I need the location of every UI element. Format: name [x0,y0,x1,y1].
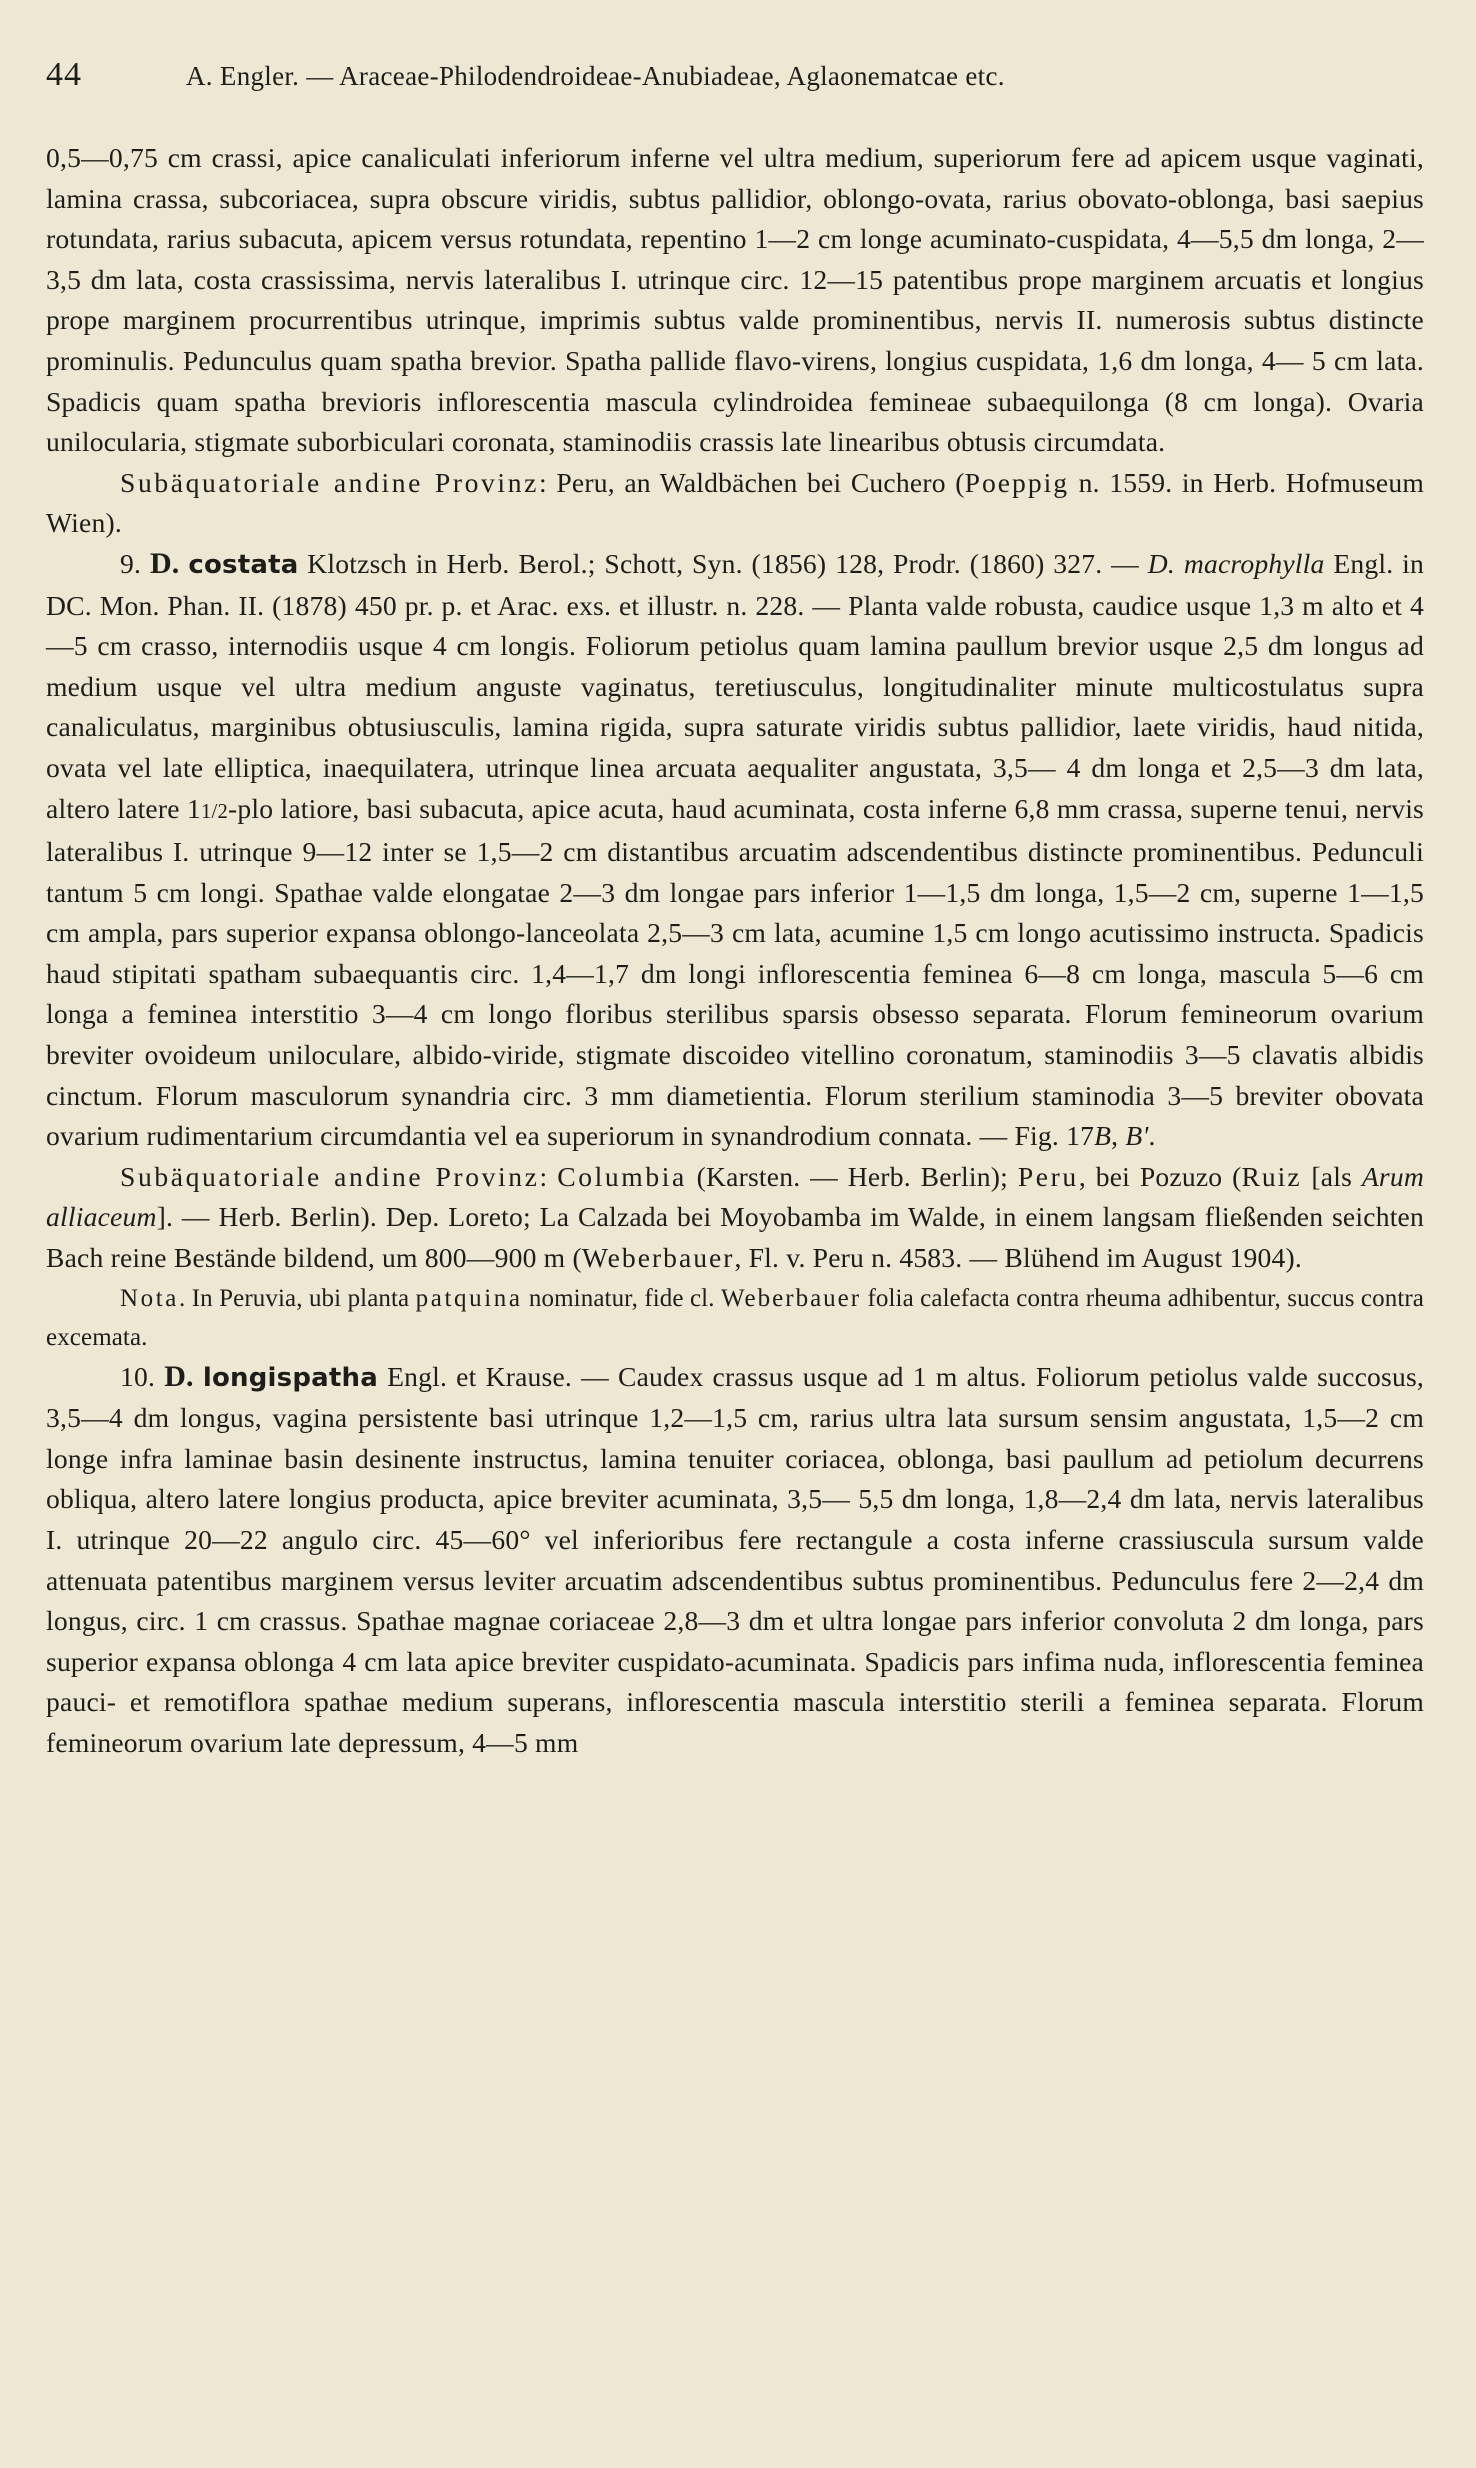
paragraph-text: , [1111,1120,1126,1152]
collector-name: Weberbauer [581,1242,735,1274]
paragraph-text: Engl. in DC. Mon. Phan. II. (1878) 450 pr. p. et Arac. exs. et illustr. n. 228. — Planta valde robusta, caudice usque 1,3 m alto et 4—5 cm crasso, internodiis usque 4 cm longis. Foliorum petiolus quam lamina paullum brevior usque 2,5 dm longus ad medium usque vel ultra medium anguste vaginatus, teretiusculus, longitudinaliter minute multicostulatus supra canaliculatus, marginibus obtusiusculis, lamina rigida, supra saturate viridis subtus pallidior, laete viridis, haud nitida, ovata vel late elliptica, inaequilatera, utrinque linea arcuata aequaliter angustata, 3,5— 4 dm longa et 2,5—3 dm lata, altero latere 1 [46,547,1425,824]
collector-name: Weberbauer [720,1284,862,1312]
nota-label: Nota [120,1284,179,1312]
paragraph-text: . [1148,1120,1156,1152]
fraction: 1/2 [200,800,228,823]
synonym-name: D. macrophylla [1147,547,1325,579]
species-entry-costata [46,544,1424,1157]
paragraph-text: , bei Pozuzo ( [1078,1160,1242,1192]
paragraph-text: nominatur, fide cl. [522,1284,721,1312]
country-name: Peru [1017,1160,1079,1192]
paragraph-text: , Fl. v. Peru n. 4583. — Blühend im August 1904). [734,1242,1302,1274]
running-head [46,56,1424,116]
collector-name: Poeppig [964,466,1070,498]
paragraph-text: [als [1301,1160,1362,1192]
figure-ref-b-prime: B' [1125,1120,1149,1152]
collector-name: Ruiz [1241,1160,1302,1192]
paragraph-text: n. 1559. in Herb. Hofmuseum Wien). [46,466,1424,539]
genus-abbrev: D. [149,546,180,580]
nota-paragraph [46,1279,1424,1357]
paragraph-text: (Karsten. — Herb. Berlin); [686,1160,1018,1192]
species-epithet: costata [188,549,299,580]
body-text [46,138,1424,1764]
page-number: 44 [46,56,82,93]
figure-ref-b: B [1094,1120,1112,1152]
paragraph-distribution-d-costata [46,1157,1424,1279]
vernacular-name: patquina [415,1284,523,1312]
species-epithet: longispatha [202,1362,378,1393]
paragraph-text: Klotzsch in Herb. Berol.; Schott, Syn. (1856) 128, Prodr. (1860) 327. — [298,547,1148,579]
genus-abbrev: D. [164,1359,194,1393]
synonym-name: Arum alliaceum [46,1160,1424,1233]
species-number: 9. [120,547,142,579]
country-name: Columbia [557,1160,687,1192]
paragraph-text: . In Peruvia, ubi planta [179,1284,416,1312]
species-number: 10. [120,1360,156,1392]
region-name: Subäquatoriale andine Provinz [120,466,539,498]
species-entry-longispatha [46,1357,1424,1764]
region-name: Subäquatoriale andine Provinz [120,1160,540,1192]
paragraph-text: 0,5—0,75 cm crassi, apice canaliculati inferiorum inferne vel ultra medium, superiorum fere ad apicem usque vaginati, lamina crassa, subcoriacea, supra obscure viridis, subtus pallidior, oblongo-ovata, rarius obovato-oblonga, basi saepius rotundata, rarius subacuta, apicem versus rotundata, repentino 1—2 cm longe acuminato-cuspidata, 4—5,5 dm longa, 2—3,5 dm lata, costa crassissima, nervis lateralibus I. utrinque circ. 12—15 patentibus prope marginem arcuatis et longius prope marginem procurrentibus utrinque, imprimis subtus valde prominentibus, nervis II. numerosis subtus distincte prominulis. Pedunculus quam spatha brevior. Spatha pallide flavo-virens, longius cuspidata, 1,6 dm longa, 4— 5 cm lata. Spadicis quam spatha brevioris inflorescentia mascula cylindroidea femineae subaequilonga (8 cm longa). Ovaria unilocularia, stigmate suborbiculari coronata, staminodiis crassis late linearibus obtusis circumdata. [46,142,1424,458]
paragraph-continued-description [46,138,1424,463]
paragraph-text: -plo latiore, basi subacuta, apice acuta, haud acuminata, costa inferne 6,8 mm crassa, superne tenui, nervis lateralibus I. utrinque 9—12 inter se 1,5—2 cm distantibus arcuatim adscendentibus distincte prominentibus. Pedunculi tantum 5 cm longi. Spathae valde elongatae 2—3 dm longae pars inferior 1—1,5 dm longa, 1,5—2 cm, superne 1—1,5 cm ampla, pars superior expansa oblongo-lanceolata 2,5—3 cm lata, acumine 1,5 cm longo acutissimo instructa. Spadicis haud stipitati spatham subaequantis circ. 1,4—1,7 dm longi inflorescentia feminea 6—8 cm longa, mascula 5—6 cm longa a feminea interstitio 3—4 cm longo floribus sterilibus sparsis obsesso separata. Florum femineorum ovarium breviter ovoideum uniloculare, albido-viride, stigmate discoideo vitellino coronatum, staminodiis 3—5 clavatis albidis cinctum. Florum masculorum synandria circ. 3 mm diametientia. Florum sterilium staminodia 3—5 breviter obovata ovarium rudimentarium circumdantia vel ea superiorum in synandrodium connata. — Fig. 17 [46,792,1424,1152]
paragraph-distribution-d-caudata [46,463,1424,544]
paragraph-text: ]. — Herb. Berlin). Dep. Loreto; La Calzada bei Moyobamba im Walde, in einem langsam fließenden seichten Bach reine Bestände bildend, um 800—900 m ( [46,1201,1424,1274]
paragraph-text: : Peru, an Waldbächen bei Cuchero ( [538,466,965,498]
paragraph-text: Engl. et Krause. — Caudex crassus usque ad 1 m altus. Foliorum petiolus valde succosus, 3,5—4 dm longus, vagina persistente basi utrinque 1,2—1,5 cm, rarius ultra lata sursum sensim angustata, 1,5—2 cm longe infra laminae basin desinente instructus, lamina tenuiter coriacea, oblonga, basi paullum ad petiolum decurrens obliqua, altero latere longius producta, apice breviter acuminata, 3,5— 5,5 dm longa, 1,8—2,4 dm lata, nervis lateralibus I. utrinque 20—22 angulo circ. 45—60° vel inferioribus fere rectangule a costa inferne crassiuscula sursum valde attenuata patentibus marginem versus leviter arcuatim adscendentibus subtus prominentibus. Pedunculus fere 2—2,4 dm longus, circ. 1 cm crassus. Spathae magnae coriaceae 2,8—3 dm et ultra longae pars inferior convoluta 2 dm longa, pars superior expansa oblonga 4 cm lata apice breviter cuspidato-acuminata. Spadicis pars infima nuda, inflorescentia feminea pauci- et remotiflora spathae medium superans, inflorescentia mascula interstitio sterili a feminea separata. Florum femineorum ovarium late depressum, 4—5 mm [46,1360,1424,1758]
paragraph-text: : [539,1160,558,1192]
paragraph-text: folia calefacta contra rheuma adhibentur, succus contra excemata. [46,1284,1424,1351]
running-title: A. Engler. — Araceae-Philodendroideae-Anubiadeae, Aglaonematcae etc. [186,61,1005,91]
